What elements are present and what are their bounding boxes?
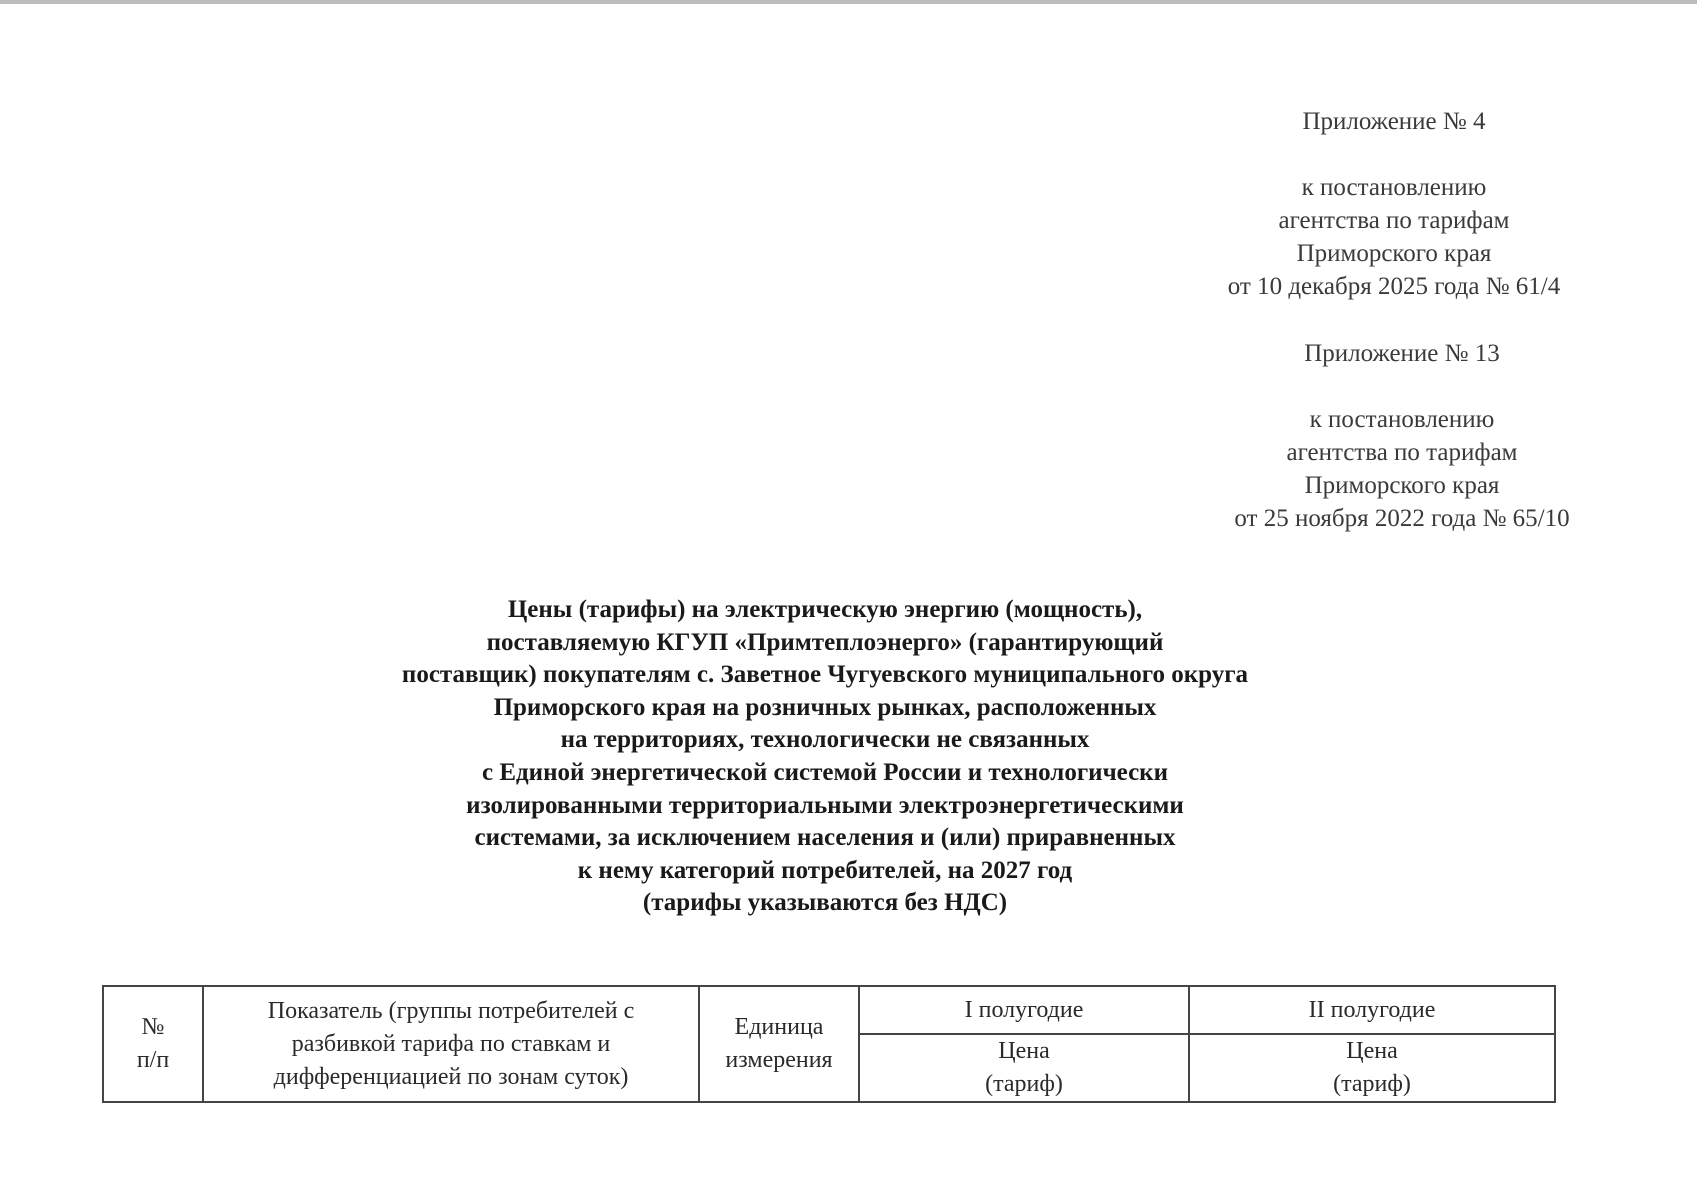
title-line: изолированными территориальными электроэнергетическими — [466, 791, 1184, 819]
header-number: № п/п — [103, 986, 203, 1102]
approval-date-line: от 10 декабря 2025 года № 61/4 — [1227, 273, 1561, 300]
title-line: на территориях, технологически не связанных — [560, 726, 1090, 754]
title-line: Цены (тарифы) на электрическую энергию (мощность), — [507, 596, 1143, 623]
tariff-table — [102, 985, 1556, 1103]
appendix-label: Приложение № 4 — [1302, 108, 1486, 135]
approval-block-2 — [1172, 337, 1632, 535]
title-line: поставляемую КГУП «Примтеплоэнерго» (гарантирующий — [486, 628, 1164, 656]
approval-line: агентства по тарифам — [1278, 207, 1510, 234]
title-note: (тарифы указываются без НДС) — [642, 889, 1008, 917]
title-line: поставщик) покупателям с. Заветное Чугуевского муниципального округа — [401, 661, 1249, 689]
approval-block-1 — [1164, 105, 1624, 303]
title-line: к нему категорий потребителей, на 2027 год — [577, 856, 1073, 884]
title-line: с Единой энергетической системой России и технологически — [482, 758, 1168, 786]
approval-date-line: от 25 ноября 2022 года № 65/10 — [1234, 505, 1570, 532]
approval-line: к постановлению — [1301, 174, 1487, 201]
header-indicator: Показатель (группы потребителей с разбивкой тарифа по ставкам и дифференциацией по зонам суток) — [203, 986, 699, 1102]
header-half-year-2: II полугодие — [1189, 986, 1555, 1034]
approval-line: Приморского края — [1304, 472, 1500, 499]
header-price-1: Цена (тариф) — [859, 1034, 1189, 1102]
approval-line: Приморского края — [1296, 240, 1492, 267]
title-line: Приморского края на розничных рынках, расположенных — [493, 693, 1157, 721]
approval-line: к постановлению — [1309, 406, 1495, 433]
title-line: системами, за исключением населения и (или) приравненных — [474, 824, 1176, 852]
header-half-year-1: I полугодие — [859, 986, 1189, 1034]
header-unit: Единица измерения — [699, 986, 859, 1102]
table-header-row — [103, 986, 1555, 1034]
document-title — [260, 594, 1390, 920]
header-price-2: Цена (тариф) — [1189, 1034, 1555, 1102]
top-border-rule — [0, 0, 1697, 4]
appendix-label: Приложение № 13 — [1304, 340, 1500, 367]
approval-line: агентства по тарифам — [1286, 439, 1518, 466]
